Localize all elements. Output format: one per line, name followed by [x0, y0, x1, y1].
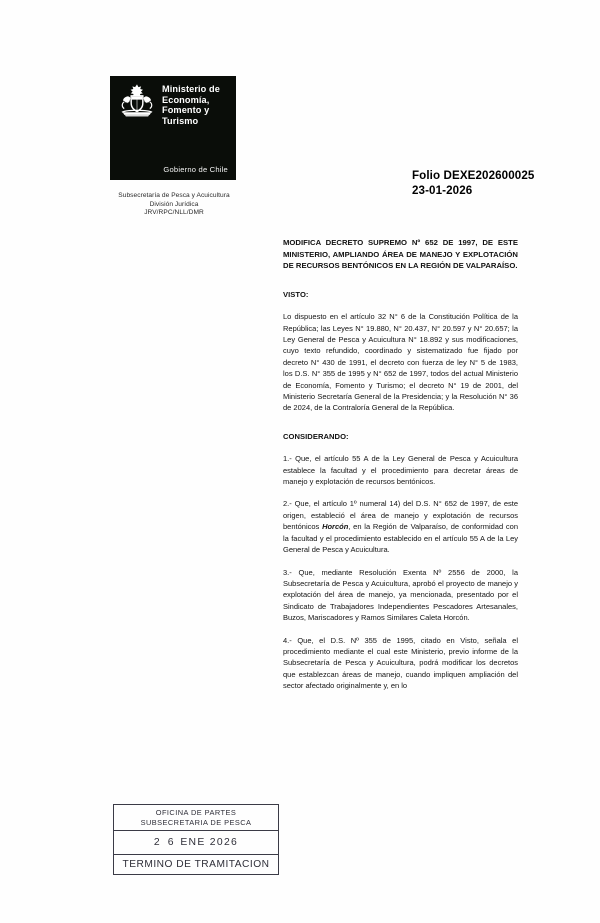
considerando-item-4 — [283, 635, 518, 692]
visto-label: VISTO: — [283, 289, 309, 299]
considerando-2-text-before: 2.- Que, el artículo 1º numeral 14) del D.S. N° 652 de 1997, de este origen, estableció el área de manejo y explotación de recursos bentónicos — [283, 499, 518, 532]
stamp-year: 2026 — [209, 837, 239, 849]
considerando-4-text: 4.- Que, el D.S. Nº 355 de 1995, citado en Visto, señala el procedimiento mediante el cual este Ministerio, previo informe de la Subsecretaría de Pesca y Acuicultura, podrá modificar los decretos que establezcan áreas de manejo, cuando impliquen ampliación del sector afectado originalmente y, en lo — [283, 635, 518, 691]
stamp-office-line-2: SUBSECRETARIA DE PESCA — [140, 817, 252, 827]
ministry-line-4: Turismo — [162, 115, 199, 126]
ministry-line-2: Economía, — [162, 94, 210, 105]
area-name-horcon: Horcón — [322, 522, 349, 532]
considerando-item-1 — [283, 453, 518, 487]
considerando-label: CONSIDERANDO: — [283, 431, 349, 441]
ministry-line-3: Fomento y — [162, 105, 210, 116]
considerando-2-text-after: , en la Región de Valparaíso, de conformidad con la facultad y el procedimiento establecido en el artículo 55 A de la Ley General de Pesca y Acuicultura. — [283, 522, 518, 555]
folio-header — [412, 168, 534, 198]
document-body — [283, 237, 518, 692]
gobierno-de-chile-label: Gobierno de Chile — [163, 165, 228, 174]
document-title: MODIFICA DECRETO SUPREMO Nº 652 DE 1997, DE ESTE MINISTERIO, AMPLIANDO ÁREA DE MANEJO Y EXPLOTACIÓN DE RECURSOS BENTÓNICOS EN LA REGIÓN DE VALPARAÍSO. — [283, 238, 518, 271]
considerando-1-text: 1.- Que, el artículo 55 A de la Ley General de Pesca y Acuicultura establece la facultad y el procedimiento para decretar áreas de manejo y explotación de recursos bentónicos. — [283, 454, 518, 487]
oficina-de-partes-stamp — [113, 804, 279, 875]
ministry-line-1: Ministerio de — [162, 84, 220, 94]
logo-inner — [118, 83, 220, 126]
subsecretaria-line: Subsecretaría de Pesca y Acuicultura — [118, 192, 230, 199]
considerando-3-text: 3.- Que, mediante Resolución Exenta Nº 2556 de 2000, la Subsecretaría de Pesca y Acuicultura, aprobó el proyecto de manejo y explotación del área de manejo, ya mencionada, presentado por el Sindicato de Trabajadores Independientes Pescadores Artesanales, Buzos, Mariscadores y Ramos Similares Caleta Horcón. — [283, 567, 518, 623]
ministry-name — [162, 83, 220, 126]
folio-date: 23-01-2026 — [412, 184, 473, 197]
stamp-office — [114, 805, 278, 831]
considerando-item-3 — [283, 567, 518, 624]
division-line: División Jurídica — [149, 200, 199, 208]
ministry-logo-block — [110, 76, 236, 180]
subheader-block — [76, 192, 272, 218]
visto-paragraph: Lo dispuesto en el artículo 32 N° 6 de la Constitución Política de la República; las Leyes N° 19.880, N° 20.437, N° 20.597 y N° 20.657; la Ley General de Pesca y Acuicultura N° 18.892 y sus modificaciones, cuyo texto refundido, coordinado y sistematizado fue fijado por decreto N° 430 de 1991, el decreto con fuerza de ley N° 5 de 1983, los D.S. N° 355 de 1995 y N° 652 de 1997, todos del actual Ministerio de Economía, Fomento y Turismo; el decreto N° 19 de 2001, del Ministerio Secretaría General de la Presidencia; y la Resolución N° 36 de 2024, de la Contraloría General de la República. — [283, 312, 518, 413]
stamp-month: ENE — [180, 837, 206, 849]
folio-number: Folio DEXE202600025 — [412, 169, 535, 182]
stamp-office-line-1: OFICINA DE PARTES — [155, 808, 237, 817]
initials-line: JRV/RPC/NLL/DMR — [144, 209, 204, 217]
stamp-footer: TERMINO DE TRAMITACION — [122, 859, 270, 871]
chile-coat-of-arms-icon — [118, 83, 156, 119]
stamp-day: 2 6 — [153, 837, 177, 849]
considerando-item-2 — [283, 498, 518, 555]
stamp-date — [114, 831, 278, 855]
